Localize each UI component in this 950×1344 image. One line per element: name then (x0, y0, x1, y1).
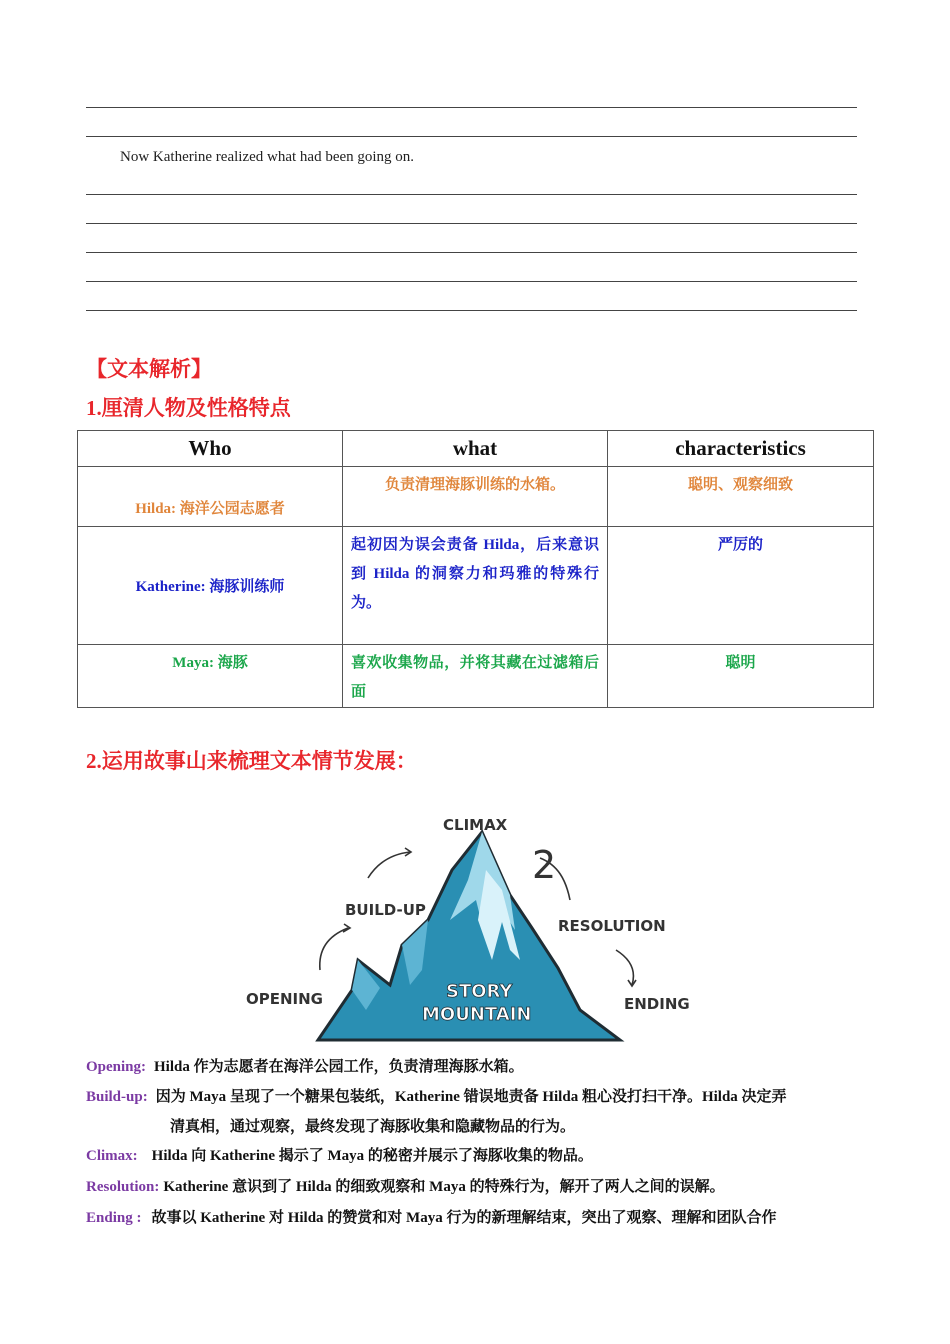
writing-prompt: Now Katherine realized what had been going on. (120, 149, 415, 165)
plot-text: Katherine 意识到了 Hilda 的细致观察和 Maya 的特殊行为，解开了两人之间的误解。 (163, 1179, 725, 1195)
who-cell: Maya: 海豚 (78, 645, 343, 708)
label-resolution: RESOLUTION (558, 917, 666, 935)
writing-line-1 (86, 107, 857, 108)
writing-line-4 (86, 223, 857, 224)
plot-label: Opening: (86, 1059, 147, 1075)
writing-line-2 (86, 136, 857, 137)
header-characteristics: characteristics (608, 431, 874, 467)
who-cell (78, 527, 343, 645)
plot-resolution (86, 1172, 876, 1202)
what-cell: 负责清理海豚训练的水箱。 (343, 467, 608, 527)
character-table (77, 430, 874, 708)
plot-label: Resolution: (86, 1179, 160, 1195)
writing-line-7 (86, 310, 857, 311)
label-number: 2 (532, 843, 557, 887)
plot-text: 因为 Maya 呈现了一个糖果包装纸，Katherine 错误地责备 Hilda 粗心没打扫干净。Hilda 决定弄 (155, 1089, 787, 1105)
table-row (78, 467, 874, 527)
plot-label: Ending : (86, 1210, 142, 1226)
plot-label: Build-up: (86, 1089, 148, 1105)
plot-climax (86, 1141, 876, 1171)
plot-text: Hilda 向 Katherine 揭示了 Maya 的秘密并展示了海豚收集的物品。 (151, 1148, 593, 1164)
table-row (78, 645, 874, 708)
char-cell: 严厉的 (608, 527, 874, 645)
char-cell: 聪明、观察细致 (608, 467, 874, 527)
table-header-row (78, 431, 874, 467)
header-what: what (343, 431, 608, 467)
label-opening: OPENING (246, 990, 323, 1008)
label-mountain: MOUNTAIN (422, 1004, 532, 1025)
plot-opening (86, 1052, 876, 1082)
who-text: Hilda: 海洋公园志愿者 (135, 501, 285, 517)
table-row (78, 527, 874, 645)
what-cell: 喜欢收集物品，并将其藏在过滤箱后面 (343, 645, 608, 708)
story-mountain-image (240, 810, 710, 1045)
label-buildup: BUILD-UP (345, 901, 426, 919)
analysis-heading: 【文本解析】 (86, 357, 212, 381)
char-cell: 聪明 (608, 645, 874, 708)
label-ending: ENDING (624, 995, 690, 1013)
writing-line-5 (86, 252, 857, 253)
what-cell: 起初因为误会责备 Hilda，后来意识到 Hilda 的洞察力和玛雅的特殊行为。 (343, 527, 608, 645)
label-story: STORY (446, 981, 513, 1002)
section2-title: 2.运用故事山来梳理文本情节发展： (86, 749, 417, 773)
who-text: Katherine: 海豚训练师 (135, 579, 285, 595)
plot-ending (86, 1203, 876, 1233)
plot-text: Hilda 作为志愿者在海洋公园工作，负责清理海豚水箱。 (154, 1059, 524, 1075)
writing-line-6 (86, 281, 857, 282)
who-cell (78, 467, 343, 527)
plot-label: Climax: (86, 1148, 138, 1164)
plot-text: 故事以 Katherine 对 Hilda 的赞赏和对 Maya 行为的新理解结束，突出了观察、理解和团队合作 (151, 1210, 777, 1226)
plot-buildup (86, 1082, 876, 1142)
writing-line-3 (86, 194, 857, 195)
plot-text-continued: 清真相，通过观察，最终发现了海豚收集和隐藏物品的行为。 (170, 1119, 576, 1135)
section1-title: 1.厘清人物及性格特点 (86, 396, 291, 420)
header-who: Who (78, 431, 343, 467)
label-climax: CLIMAX (443, 816, 508, 834)
